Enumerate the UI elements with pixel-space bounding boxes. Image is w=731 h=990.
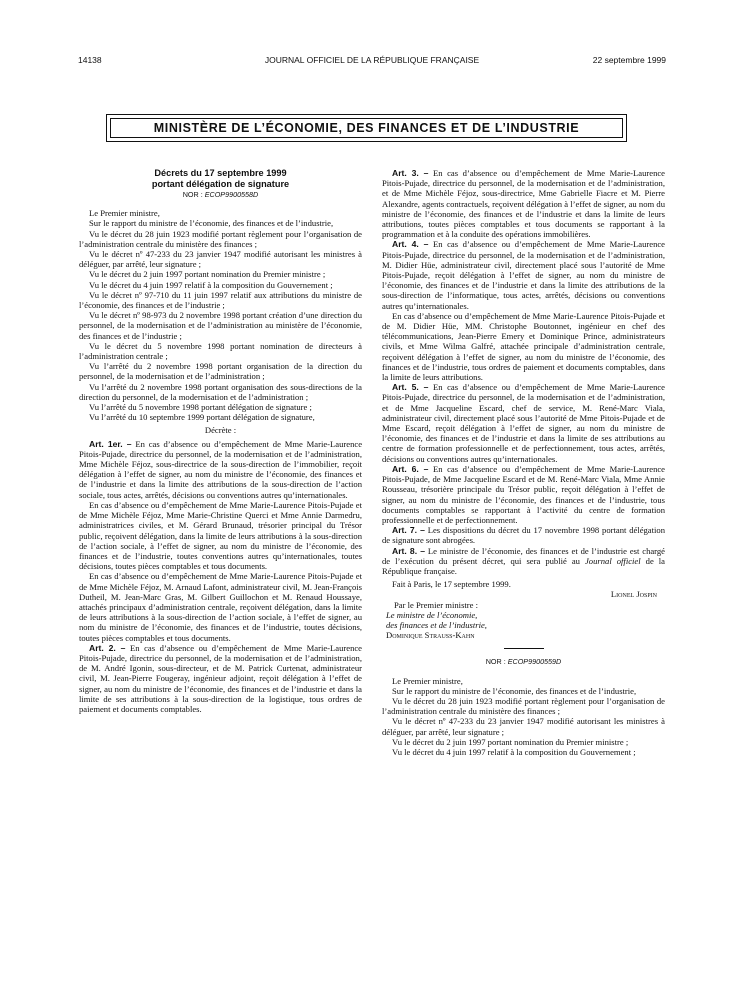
article-text: Les dispositions du décret du 17 novembre 1998 portant délégation de signature sont abrogées. <box>382 525 665 546</box>
ministry-banner-title: MINISTÈRE DE L’ÉCONOMIE, DES FINANCES ET DE L’INDUSTRIE <box>110 118 623 138</box>
ministry-banner <box>106 114 627 142</box>
nor-code: ECOP9900558D <box>204 190 259 199</box>
article-text: En cas d’absence ou d’empêchement de Mme Marie-Laurence Pitois-Pujade, directrice du personnel, de la modernisation et de l’administration, et de Mme Jacqueline Escard, chef de service, M. René-Marc Viala, administrateur civil, directement placé sous l’autorité de Mme Pitois-Pujade et de Mme Escard, reçoit délégation à l’effet de signer, au nom du ministre de l’économie, des finances et de l’industrie et dans la limite de ses attributions au centre de formation professionnelle et de perfectionnement, tous actes, arrêtés, décisions ou conventions autres qu’internationales. <box>382 382 665 464</box>
nor-reference <box>382 657 665 667</box>
article-5 <box>382 382 665 464</box>
minister-title-line1: Le ministre de l’économie, <box>386 609 478 620</box>
page-number: 14138 <box>78 55 102 65</box>
journal-name: Journal officiel <box>584 555 641 566</box>
paragraph: Vu le décret nº 98-973 du 2 novembre 1998 portant création d’une direction du personnel, de la modernisation et de l’administration au ministère de l’économie, des finances et de l’industrie ; <box>79 310 362 341</box>
nor-label: NOR : <box>182 190 203 199</box>
article-label: Art. 1er. – <box>89 438 132 449</box>
decrete-heading: Décrète : <box>204 425 237 436</box>
issue-date: 22 septembre 1999 <box>592 55 666 65</box>
article-label: Art. 5. – <box>392 382 429 393</box>
article-label: Art. 8. – <box>392 545 426 556</box>
article-8 <box>382 546 665 577</box>
article-2 <box>79 643 362 714</box>
running-header <box>78 55 666 67</box>
nor-code: ECOP9900559D <box>507 657 562 667</box>
minister-title-line2: des finances et de l’industrie, <box>386 619 487 630</box>
paragraph: Vu le décret du 2 juin 1997 portant nomination du Premier ministre ; <box>392 736 629 747</box>
article-text: En cas d’absence ou d’empêchement de Mme Marie-Laurence Pitois-Pujade, directrice du personnel, de la modernisation et de l’administration, M. Didier Hüe, administrateur civil, directement placé sous l’autorité de Mme Pitois-Pujade, reçoit délégation à l’effet de signer, au nom du ministre de l’économie, des finances et de l’industrie et dans la limite des attributions de la sous-direction de l’informatique, tous actes, arrêtés, décisions ou conventions autres qu’internationales. <box>382 239 665 311</box>
decree-subtitle: portant délégation de signature <box>151 179 290 189</box>
signature-place-date: Fait à Paris, le 17 septembre 1999. <box>392 579 511 590</box>
signature-prime-minister: Lionel Jospin <box>610 589 657 600</box>
paragraph: Sur le rapport du ministre de l’économie, des finances et de l’industrie, <box>392 685 637 696</box>
article-4 <box>382 239 665 310</box>
paragraph: Vu le décret nº 97-710 du 11 juin 1997 relatif aux attributions du ministre de l’économie, des finances et de l’industrie ; <box>79 289 362 311</box>
article-3 <box>382 168 665 239</box>
article-text: Le ministre de l’économie, des finances et de l’industrie est chargé de l’exécution du présent décret, qui sera publié au <box>382 545 666 566</box>
signature-minister: Dominique Strauss-Kahn <box>386 630 475 641</box>
paragraph: Sur le rapport du ministre de l’économie, des finances et de l’industrie, <box>89 218 334 229</box>
nor-label: NOR : <box>485 657 506 667</box>
paragraph: Vu le décret nº 47-233 du 23 janvier 1947 modifié autorisant les ministres à déléguer, par arrêté, leur signature ; <box>79 249 362 270</box>
article-label: Art. 2. – <box>89 642 126 653</box>
decree-title: Décrets du 17 septembre 1999 <box>154 168 287 178</box>
paragraph: Vu le décret du 28 juin 1923 modifié portant règlement pour l’organisation de l’administration centrale du ministère des finances ; <box>79 228 362 249</box>
paragraph: En cas d’absence ou d’empêchement de Mme Marie-Laurence Pitois-Pujade et de M. Didier Hüe, MM. Christophe Boutonnet, ingénieur en chef des télécommunications, Jean-Pierre Emery et Dominique Prince, administrateurs civils, et Mme Wilma Galfré, attachée principale d’administration centrale, reçoivent délégation à l’effet de signer, au nom du ministre de l’économie, des finances et de l’industrie, tous ordres de paiement et documents comptables, dans la limite de leurs attributions. <box>382 310 665 383</box>
paragraph: Vu le décret du 2 juin 1997 portant nomination du Premier ministre ; <box>89 269 326 280</box>
paragraph: Le Premier ministre, <box>89 208 160 219</box>
paragraph: En cas d’absence ou d’empêchement de Mme Marie-Laurence Pitois-Pujade et de Mme Michèle Féjoz, M. Arnaud Lafont, administrateur civil, M. Jean-François Dutheil, M. Jean-Marc Gras, M. Gilbert Guillochon et M. Renaud Houssaye, attachés principaux d’administration centrale, reçoivent délégation, dans la limite de leurs attributions à la sous-direction de l’action sociale, à l’effet de signer, au nom du ministre de l’économie, des finances et de l’industrie, toutes décisions, toutes pièces comptables et tous documents. <box>79 571 362 643</box>
paragraph: Vu le décret du 28 juin 1923 modifié portant règlement pour l’organisation de l’administration centrale du ministère des finances ; <box>382 695 665 717</box>
left-column <box>79 168 362 714</box>
article-1 <box>79 439 362 500</box>
article-label: Art. 6. – <box>392 463 429 474</box>
paragraph: En cas d’absence ou d’empêchement de Mme Marie-Laurence Pitois-Pujade et de Mme Michèle Féjoz, Mme Marie-Christine Querci et Mme Annie Darmedru, administratrices civiles, et M. Gérard Brunaud, trésorier principal du Trésor public, reçoivent délégation, dans la limite de leurs attributions à la sous-direction de l’action sociale, à l’effet de signer, au nom du ministre de l’économie, des finances et de l’industrie, toutes conventions autres qu’internationales, toutes décisions, toutes pièces comptables et tous documents. <box>79 499 362 572</box>
paragraph: Vu l’arrêté du 5 novembre 1998 portant délégation de signature ; <box>89 402 312 413</box>
article-label: Art. 7. – <box>392 525 425 536</box>
article-7 <box>382 525 665 545</box>
paragraph: Vu le décret du 4 juin 1997 relatif à la composition du Gouvernement ; <box>89 279 333 290</box>
paragraph: Vu le décret du 4 juin 1997 relatif à la composition du Gouvernement ; <box>392 746 636 757</box>
paragraph: Vu l’arrêté du 2 novembre 1998 portant organisation de la direction du personnel, de la modernisation et de l’administration ; <box>79 361 362 382</box>
right-column <box>382 168 665 757</box>
article-text-end: de la République française. <box>382 555 665 576</box>
journal-title: JOURNAL OFFICIEL DE LA RÉPUBLIQUE FRANÇAISE <box>264 55 480 65</box>
article-text: En cas d’absence ou d’empêchement de Mme Marie-Laurence Pitois-Pujade, de Mme Jacqueline Escard et de M. René-Marc Viala, Mme Annie Rousseau, trésorière principale du Trésor public, reçoit délégation à l’effet de signer, au nom du ministre de l’économie, des finances et de l’industrie, tous documents comptables se rapportant à l’activité du centre de formation professionnelle et de perfectionnement. <box>382 463 665 525</box>
article-text: En cas d’absence ou d’empêchement de Mme Marie-Laurence Pitois-Pujade, directrice du personnel, de la modernisation et de l’administration, et de Mme Michèle Féjoz, sous-directrice, Mme Gabrielle Fiacre et M. Pierre Alexandre, agents contractuels, reçoivent délégation à l’effet de signer, au nom du ministre de l’économie, des finances et de l’industrie et dans la limite de leurs attributions, toutes pièces comptables et tous documents se rapportant à la programmation et à la conduite des opérations immobilières. <box>382 168 665 240</box>
article-text: En cas d’absence ou d’empêchement de Mme Marie-Laurence Pitois-Pujade, directrice du personnel, de la modernisation et de l’administration, de M. André Igonin, sous-directeur, et de M. Patrick Curtenat, administrateur civil, M. Jean-Pierre Fougeray, ingénieur adjoint, reçoit délégation à l’effet de signer, au nom du ministre de l’économie, des finances et de l’industrie et dans la limite de ses attributions à la sous-direction de la logistique, tous ordres de paiement et documents comptables. <box>79 642 362 714</box>
article-label: Art. 4. – <box>392 239 429 250</box>
paragraph: Vu le décret nº 47-233 du 23 janvier 1947 modifié autorisant les ministres à déléguer, par arrêté, leur signature ; <box>382 716 665 737</box>
paragraph: Vu le décret du 5 novembre 1998 portant nomination de directeurs à l’administration centrale ; <box>79 340 362 362</box>
paragraph: Le Premier ministre, <box>392 675 463 686</box>
article-text: En cas d’absence ou d’empêchement de Mme Marie-Laurence Pitois-Pujade, directrice du personnel, de la modernisation et de l’administration, Mme Michèle Féjoz, sous-directrice de la sous-direction de l’immobilier, reçoit délégation à l’effet de signer, au nom du ministre de l’économie, des finances et de l’industrie et dans la limite des attributions de la sous-direction de l’action sociale, tous actes, arrêtés, décisions ou conventions autres qu’internationales. <box>79 438 363 500</box>
paragraph: Vu l’arrêté du 10 septembre 1999 portant délégation de signature, <box>89 412 315 423</box>
article-6 <box>382 464 665 525</box>
signature-by-line: Par le Premier ministre : <box>394 599 479 610</box>
paragraph: Vu l’arrêté du 2 novembre 1998 portant organisation des sous-directions de la direction du personnel, de la modernisation et de l’administration ; <box>79 381 362 402</box>
nor-reference <box>79 190 362 200</box>
article-label: Art. 3. – <box>392 168 429 178</box>
